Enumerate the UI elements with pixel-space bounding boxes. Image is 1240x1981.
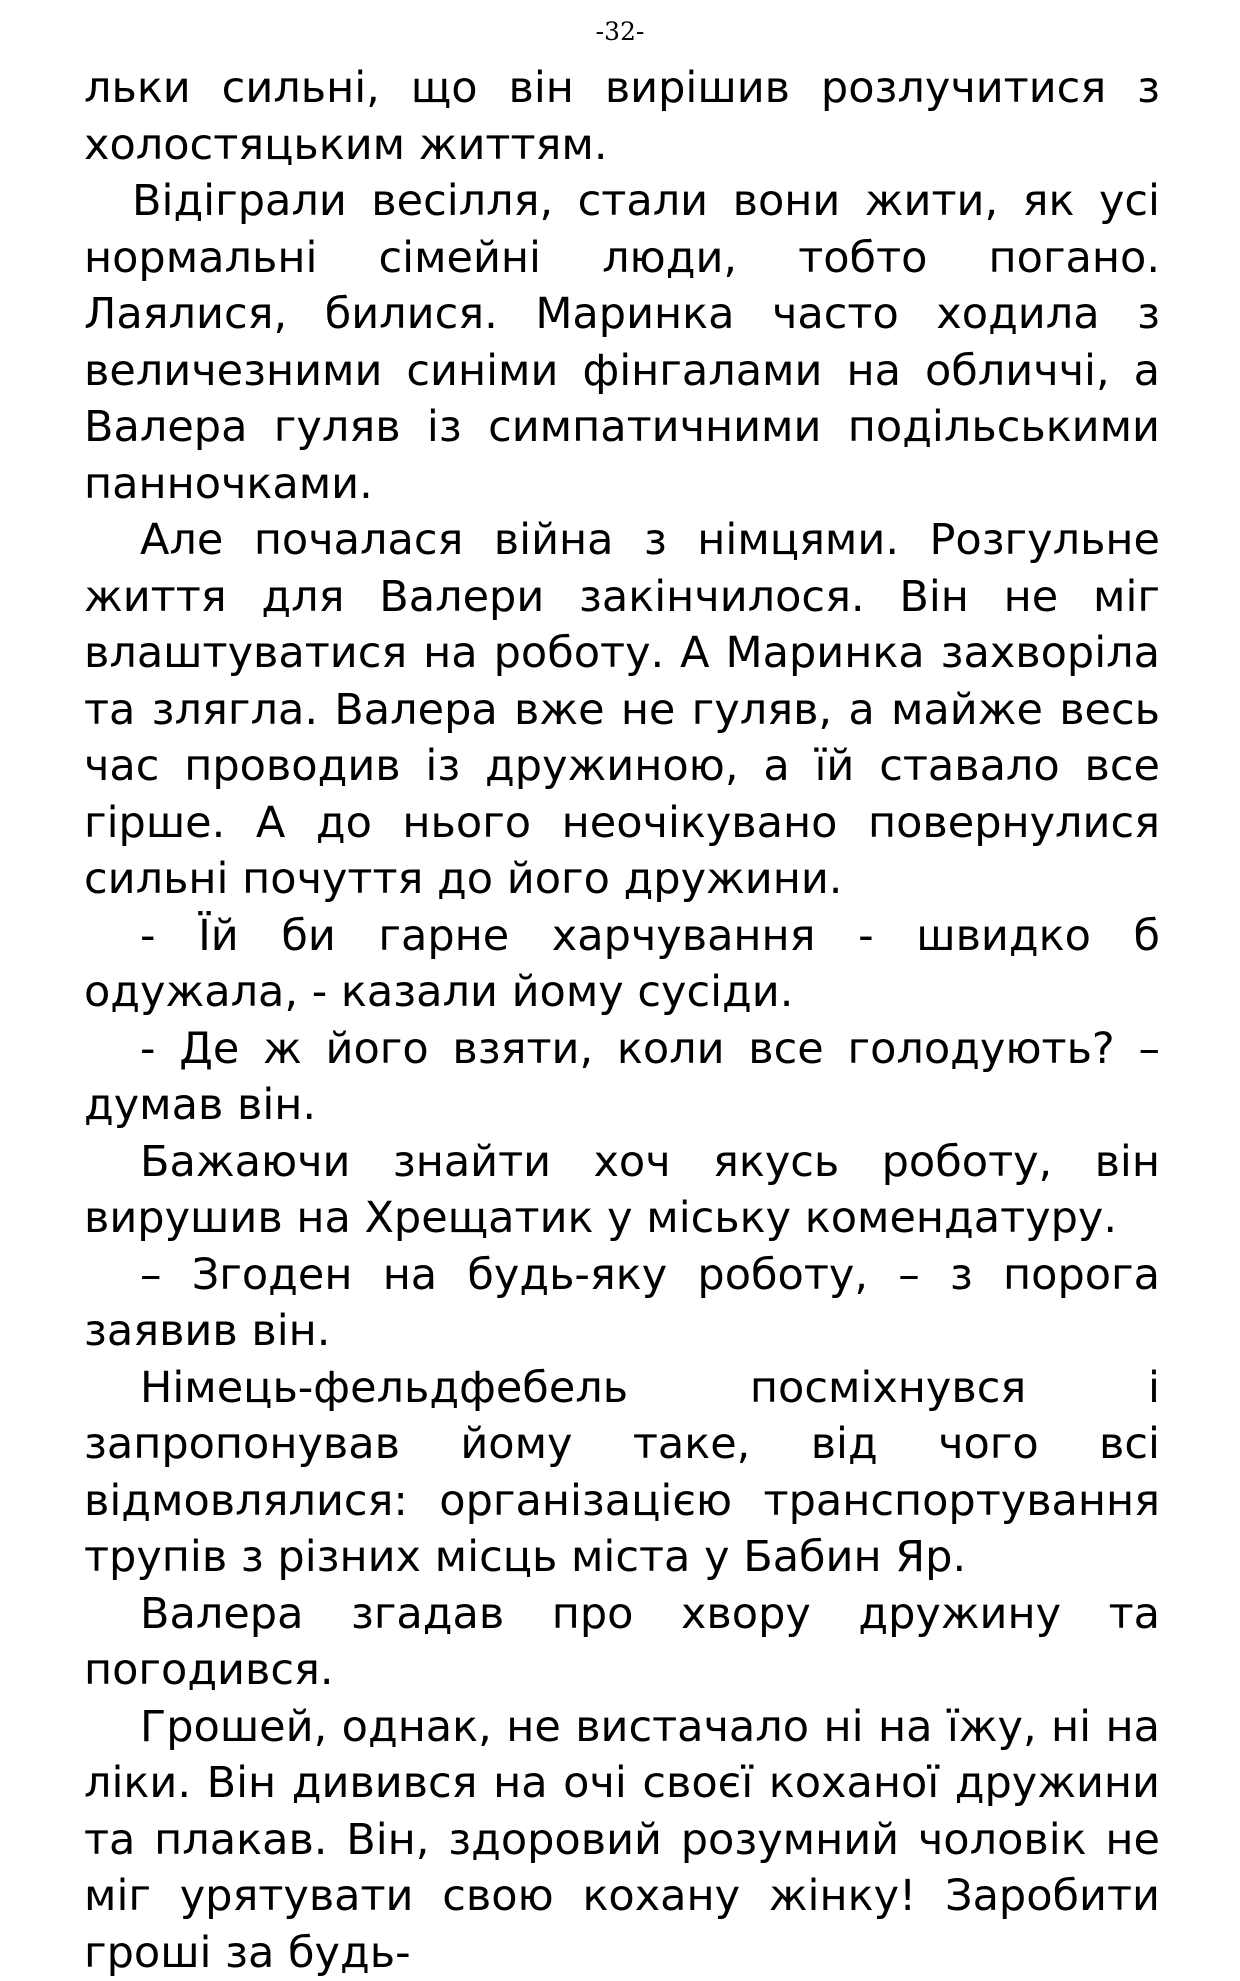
paragraph-7: – Згоден на будь-яку роботу, – з порога заявив він. — [84, 1247, 1160, 1360]
paragraph-9: Валера згадав про хвору дружину та погодився. — [84, 1586, 1160, 1699]
paragraph-2: Відіграли весілля, стали вони жити, як усі нормальні сімейні люди, тобто погано. Лаялися, билися. Маринка часто ходила з величезними синіми фінгалами на обличчі, а Валера гуляв із симпатичними подільськими панночками. — [84, 173, 1160, 512]
paragraph-6: Бажаючи знайти хоч якусь роботу, він вирушив на Хрещатик у міську комендатуру. — [84, 1134, 1160, 1247]
paragraph-1: льки сильні, що він вирішив розлучитися з холостяцьким життям. — [84, 60, 1160, 173]
paragraph-5: - Де ж його взяти, коли все голодують? – думав він. — [84, 1021, 1160, 1134]
page-body-text — [84, 60, 1160, 1981]
paragraph-10: Грошей, однак, не вистачало ні на їжу, ні на ліки. Він дивився на очі своєї коханої дружини та плакав. Він, здоровий розумний чоловік не міг урятувати свою кохану жінку! Заробити гроші за будь- — [84, 1699, 1160, 1981]
paragraph-8: Німець-фельдфебель посміхнувся і запропонував йому таке, від чого всі відмовлялися: організацією транспортування трупів з різних місць міста у Бабин Яр. — [84, 1360, 1160, 1586]
paragraph-4: - Їй би гарне харчування - швидко б одужала, - казали йому сусіди. — [84, 908, 1160, 1021]
paragraph-3: Але почалася війна з німцями. Розгульне життя для Валери закінчилося. Він не міг влаштуватися на роботу. А Маринка захворіла та злягла. Валера вже не гуляв, а майже весь час проводив із дружиною, а їй ставало все гірше. А до нього неочікувано повернулися сильні почуття до його дружини. — [84, 512, 1160, 908]
page-number: -32- — [0, 14, 1240, 50]
